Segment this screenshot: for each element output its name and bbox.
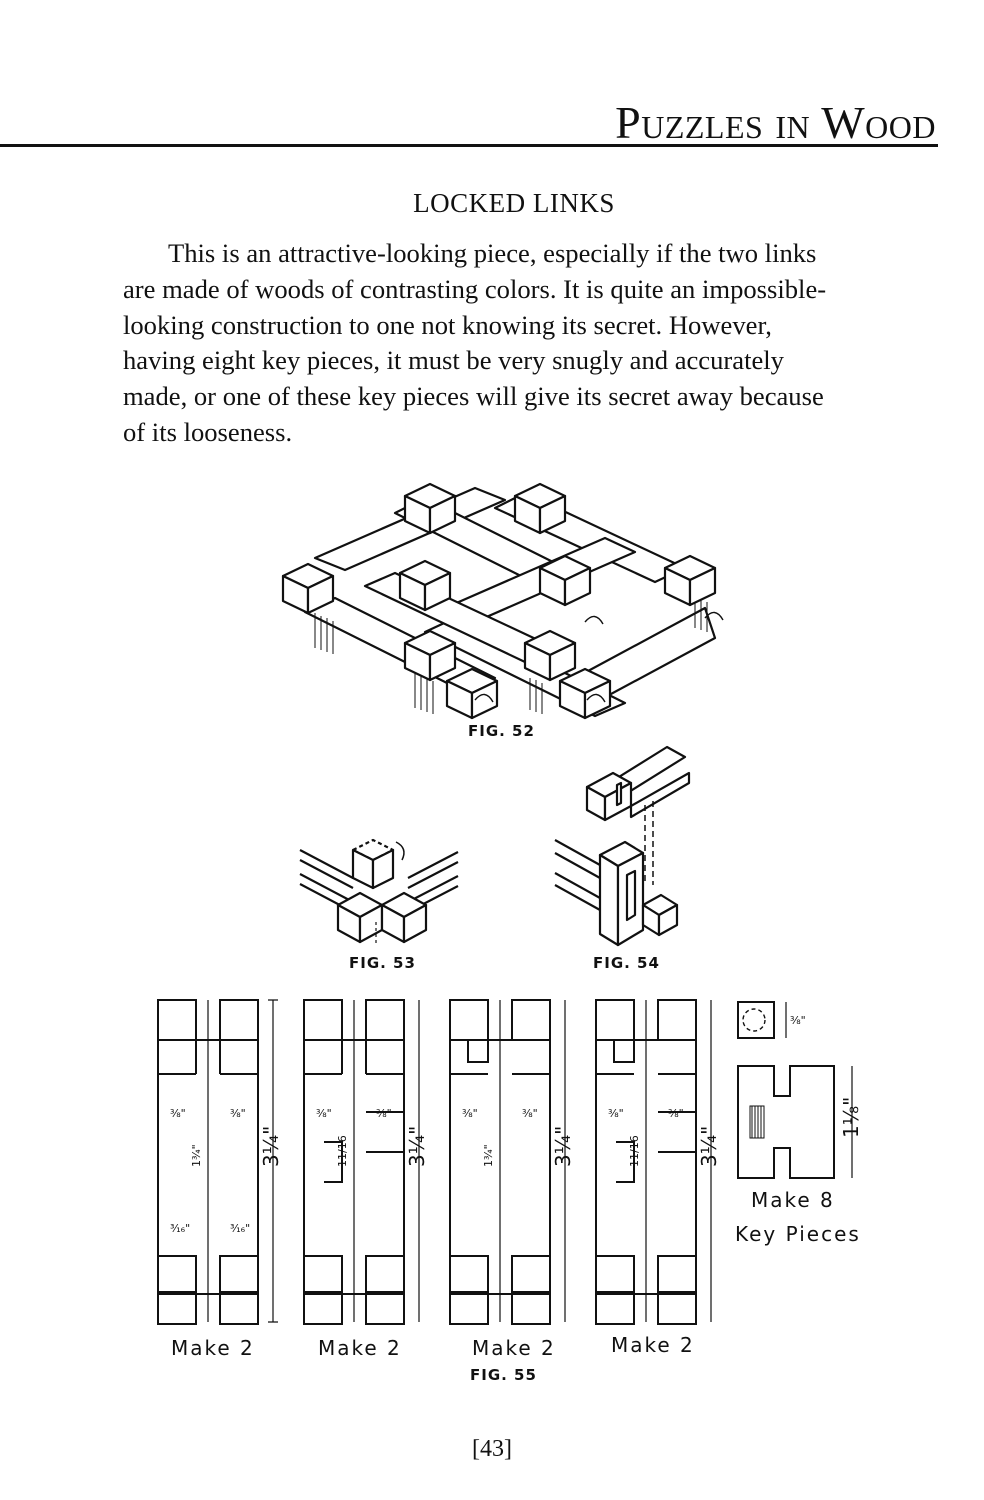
svg-text:⅜": ⅜" [608, 1107, 624, 1120]
fig-52-label: FIG. 52 [468, 722, 535, 740]
section-title: LOCKED LINKS [413, 188, 615, 218]
fig-55-label: FIG. 55 [470, 1366, 537, 1384]
fig-55-make-label-2: Make 2 [318, 1336, 402, 1360]
fig-55-piece-2 [304, 1000, 429, 1324]
fig-55-drawings [148, 992, 728, 1327]
fig-55-piece-3 [450, 1000, 575, 1324]
key-pieces-make-8: Make 8 [751, 1188, 835, 1212]
svg-text:3¼": 3¼" [697, 1125, 721, 1167]
fig-55-make-label-3: Make 2 [472, 1336, 556, 1360]
svg-text:³⁄₁₆": ³⁄₁₆" [170, 1222, 191, 1235]
svg-text:⅜": ⅜" [668, 1107, 684, 1120]
body-paragraph: This is an attractive-looking piece, especially if the two links are made of woods of contrasting colors. It is quite an impossible-looking construction to one not knowing its secret. However, having eight key pieces, it must be very snugly and accurately made, or one of these key pieces will give its secret away because of its looseness. [123, 238, 827, 447]
fig-55-make-label-1: Make 2 [171, 1336, 255, 1360]
svg-text:⅜": ⅜" [316, 1107, 332, 1120]
svg-text:⅜": ⅜" [376, 1107, 392, 1120]
svg-text:3¼": 3¼" [259, 1125, 283, 1167]
svg-text:⅜": ⅜" [790, 1014, 806, 1027]
svg-text:11/16: 11/16 [336, 1135, 349, 1167]
header-rule [0, 144, 938, 147]
fig-55-piece-1 [158, 1000, 283, 1324]
svg-text:⅜": ⅜" [170, 1107, 186, 1120]
svg-text:1¾": 1¾" [190, 1144, 203, 1167]
svg-text:3¼": 3¼" [405, 1125, 429, 1167]
svg-text:⅜": ⅜" [230, 1107, 246, 1120]
key-pieces-label: Key Pieces [735, 1222, 861, 1246]
fig-54-label: FIG. 54 [593, 954, 660, 972]
page-number: [43] [472, 1436, 512, 1462]
svg-text:11/16: 11/16 [628, 1135, 641, 1167]
fig-54-illustration [555, 745, 700, 950]
fig-55-make-label-4: Make 2 [611, 1333, 695, 1357]
svg-text:⅜": ⅜" [522, 1107, 538, 1120]
fig-55-key-piece-drawing [734, 998, 874, 1183]
fig-55-piece-4 [596, 1000, 721, 1324]
running-head-title: Puzzles in Wood [615, 97, 936, 148]
fig-52-illustration [275, 478, 735, 724]
svg-text:⅜": ⅜" [462, 1107, 478, 1120]
svg-text:1¾": 1¾" [482, 1144, 495, 1167]
svg-text:1⅛": 1⅛" [839, 1096, 863, 1138]
svg-text:3¼": 3¼" [551, 1125, 575, 1167]
fig-53-label: FIG. 53 [349, 954, 416, 972]
svg-text:³⁄₁₆": ³⁄₁₆" [230, 1222, 251, 1235]
fig-53-illustration [298, 830, 463, 950]
